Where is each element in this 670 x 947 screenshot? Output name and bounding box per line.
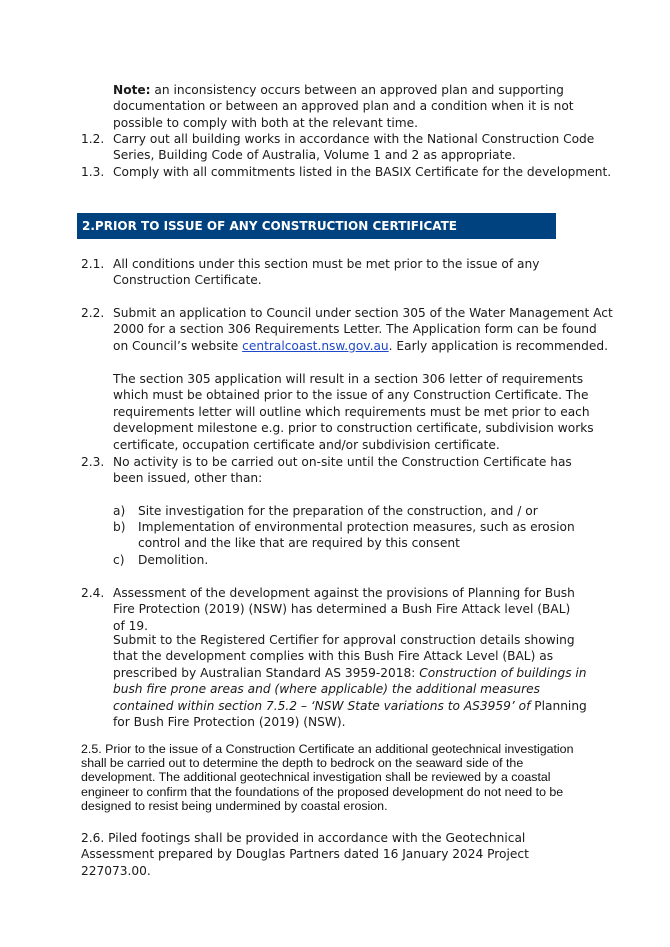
item-paragraph: The section 305 application will result in a section 306 letter of requirements which must be obtained prior to the issue of any Construction Certificate. The requirements letter will outline which requirements must be met prior to each development milestone e.g. prior to construction certificate, subdivision works certificate, occupation certificate and/or subdivision certificate. — [113, 372, 594, 452]
item-text-part: Planning for Bush Fire Protection (2019) (NSW). — [113, 698, 587, 730]
note-text: an inconsistency occurs between an approved plan and supporting documentation or between an approved plan and a condition when it is not possible to comply with both at the relevant time. — [113, 83, 574, 130]
sub-item-text: Site investigation for the preparation of the construction, and / or — [138, 504, 538, 518]
item-number: 1.3. — [81, 165, 105, 179]
item-text: No activity is to be carried out on-site until the Construction Certificate has been issued, other than: — [113, 455, 572, 486]
item-text: Comply with all commitments listed in the BASIX Certificate for the development. — [113, 165, 612, 179]
item-number: 2.4. — [81, 586, 105, 600]
item-paragraph: 2.6. Piled footings shall be provided in accordance with the Geotechnical Assessment prepared by Douglas Partners dated 16 January 2024 Project 227073.00. — [81, 831, 529, 878]
sub-item-text: Demolition. — [138, 553, 209, 567]
item-text: Assessment of the development against the provisions of Planning for Bush Fire Protection (2019) (NSW) has determined a Bush Fire Attack level (BAL) of 19. — [113, 586, 575, 633]
sub-item-letter: b) — [113, 520, 126, 534]
item-paragraph: 2.5. Prior to the issue of a Construction Certificate an additional geotechnical investigation shall be carried out to determine the depth to bedrock on the seaward side of the development. The additional geotechnical investigation shall be reviewed by a coastal engineer to confirm that the foundations of the proposed development do not need to be designed to resist being undermined by coastal erosion. — [81, 742, 574, 813]
section-heading-banner: 2.PRIOR TO ISSUE OF ANY CONSTRUCTION CERTIFICATE — [77, 213, 556, 239]
item-text — [113, 305, 613, 354]
item-text-part: . Early application is recommended. — [388, 338, 608, 353]
item-text: Carry out all building works in accordance with the National Construction Code Series, Building Code of Australia, Volume 1 and 2 as appropriate. — [113, 132, 595, 163]
item-paragraph — [113, 632, 593, 730]
council-website-link[interactable]: centralcoast.nsw.gov.au — [242, 338, 389, 353]
item-number: 2.2. — [81, 306, 105, 320]
item-number: 2.3. — [81, 455, 105, 469]
item-text: All conditions under this section must be met prior to the issue of any Construction Certificate. — [113, 257, 540, 288]
item-text-part: Submit an application to Council under section 305 of the Water Management Act 2000 for a section 306 Requirements Letter. The Application form can be found on Council’s website — [113, 306, 613, 353]
note-paragraph — [113, 82, 613, 131]
item-number: 2.1. — [81, 257, 105, 271]
sub-item-text: Implementation of environmental protection measures, such as erosion control and the like that are required by this consent — [138, 520, 575, 551]
item-number: 1.2. — [81, 132, 105, 146]
item-text-part: Submit to the Registered Certifier for approval construction details showing that the development complies with this Bush Fire Attack Level (BAL) as prescribed by Australian Standard AS 3959-2018: — [113, 633, 575, 680]
sub-item-letter: a) — [113, 504, 126, 518]
sub-item-letter: c) — [113, 553, 125, 567]
item-text-italic: Construction of buildings in bush fire prone areas and (where applicable) the additional measures contained within section 7.5.2 – ‘NSW State variations to AS3959’ of — [113, 665, 587, 713]
note-label: Note: — [113, 83, 151, 97]
